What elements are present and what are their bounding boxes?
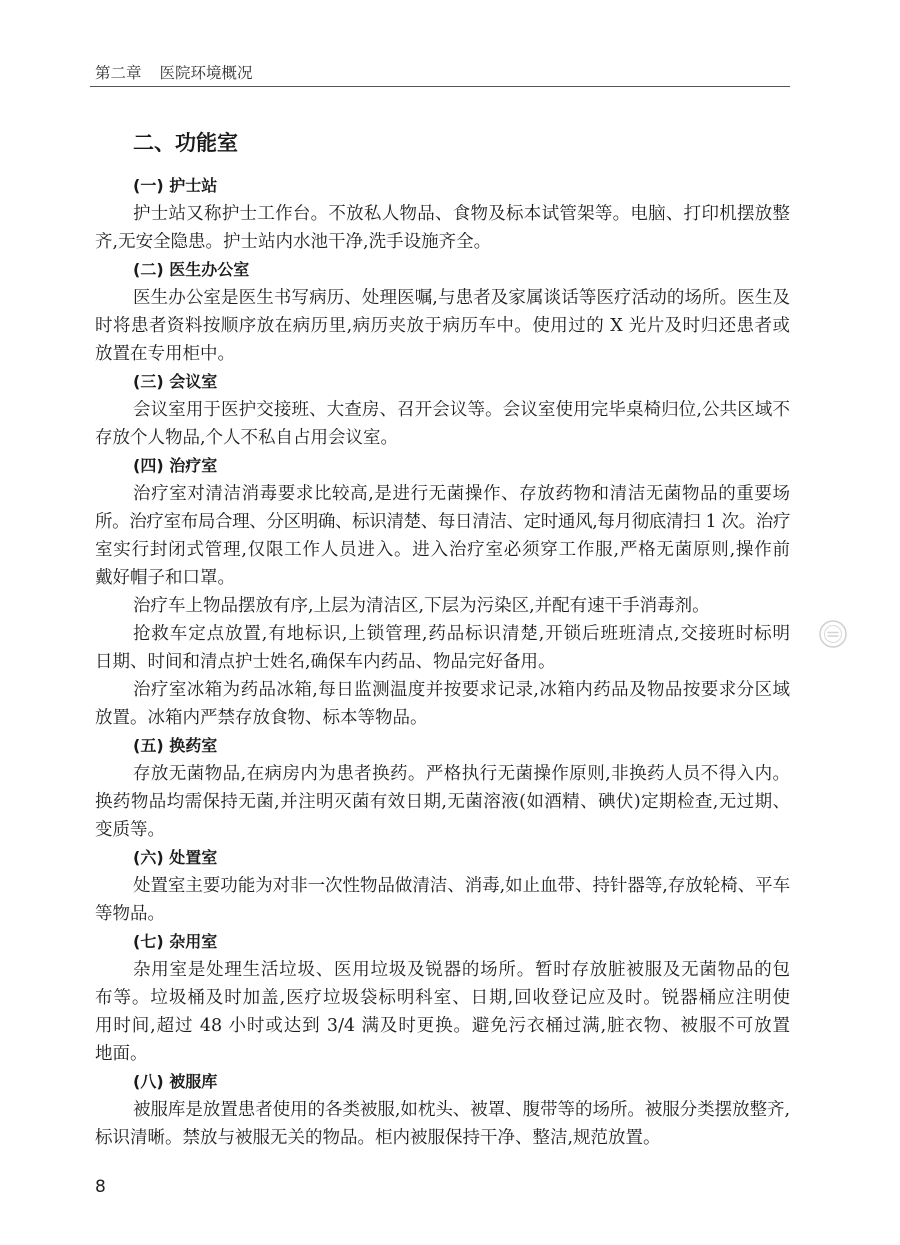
subsection-treatment-room <box>95 452 790 732</box>
subsection-heading: (八) 被服库 <box>133 1072 218 1091</box>
paragraph <box>95 676 790 732</box>
paragraph-line: 抢救车定点放置,有地标识,上锁管理,药品标识清楚,开锁后班班清点,交接班时标明 <box>133 624 790 644</box>
paragraph-line: 存放个人物品,个人不私自占用会议室。 <box>95 428 399 448</box>
paragraph-line: 换药物品均需保持无菌,并注明灭菌有效日期,无菌溶液(如酒精、碘伏)定期检查,无过期、 <box>95 792 790 812</box>
paragraph <box>95 872 790 928</box>
subsection-doctor-office <box>95 256 790 368</box>
paragraph-line: 变质等。 <box>95 820 165 840</box>
subsection-heading: (七) 杂用室 <box>133 932 218 951</box>
paragraph-line: 存放无菌物品,在病房内为患者换药。严格执行无菌操作原则,非换药人员不得入内。 <box>133 764 790 784</box>
chapter-label: 第二章 <box>95 64 142 82</box>
subsection-disposal-room <box>95 844 790 928</box>
paragraph-line: 时将患者资料按顺序放在病历里,病历夹放于病历车中。使用过的 X 光片及时归还患者或 <box>95 316 790 336</box>
paragraph-line: 室实行封闭式管理,仅限工作人员进入。进入治疗室必须穿工作服,严格无菌原则,操作前 <box>95 540 790 560</box>
subsection-utility-room <box>95 928 790 1068</box>
paragraph-line: 用时间,超过 48 小时或达到 3/4 满及时更换。避免污衣桶过满,脏衣物、被服不可放置 <box>95 1016 790 1036</box>
paragraph <box>95 396 790 452</box>
header-divider <box>90 86 790 87</box>
page-number: 8 <box>95 1177 106 1197</box>
paragraph <box>95 200 790 256</box>
paragraph-line: 放置。冰箱内严禁存放食物、标本等物品。 <box>95 708 428 728</box>
page-body <box>95 128 790 1152</box>
paragraph-line: 处置室主要功能为对非一次性物品做清洁、消毒,如止血带、持针器等,存放轮椅、平车 <box>133 876 790 896</box>
subsection-linen-room <box>95 1068 790 1152</box>
paragraph-line: 布等。垃圾桶及时加盖,医疗垃圾袋标明科室、日期,回收登记应及时。锐器桶应注明使 <box>95 988 790 1008</box>
paragraph-line: 被服库是放置患者使用的各类被服,如枕头、被罩、腹带等的场所。被服分类摆放整齐, <box>133 1100 790 1120</box>
paragraph-line: 标识清晰。禁放与被服无关的物品。柜内被服保持干净、整洁,规范放置。 <box>95 1128 661 1148</box>
subsection-meeting-room <box>95 368 790 452</box>
paragraph-line: 齐,无安全隐患。护士站内水池干净,洗手设施齐全。 <box>95 232 492 252</box>
paragraph-line: 治疗车上物品摆放有序,上层为清洁区,下层为污染区,并配有速干手消毒剂。 <box>133 596 710 616</box>
subsection-heading: (四) 治疗室 <box>133 456 218 475</box>
paragraph <box>95 620 790 676</box>
paragraph-line: 杂用室是处理生活垃圾、医用垃圾及锐器的场所。暂时存放脏被服及无菌物品的包 <box>133 960 790 980</box>
subsection-heading: (六) 处置室 <box>133 848 218 867</box>
paragraph-line: 治疗室对清洁消毒要求比较高,是进行无菌操作、存放药物和清洁无菌物品的重要场 <box>133 484 790 504</box>
section-title: 二、功能室 <box>133 131 238 155</box>
paragraph <box>95 480 790 592</box>
subsection-heading: (五) 换药室 <box>133 736 218 755</box>
paragraph-line: 戴好帽子和口罩。 <box>95 568 235 588</box>
paragraph-line: 放置在专用柜中。 <box>95 344 235 364</box>
subsection-heading: (一) 护士站 <box>133 176 218 195</box>
paragraph <box>95 284 790 368</box>
paragraph <box>95 760 790 844</box>
chapter-title: 医院环境概况 <box>159 64 253 82</box>
paragraph-line: 治疗室冰箱为药品冰箱,每日监测温度并按要求记录,冰箱内药品及物品按要求分区域 <box>133 680 790 700</box>
paragraph-line: 医生办公室是医生书写病历、处理医嘱,与患者及家属谈话等医疗活动的场所。医生及 <box>133 288 790 308</box>
paragraph-line: 护士站又称护士工作台。不放私人物品、食物及标本试管架等。电脑、打印机摆放整 <box>133 204 790 224</box>
paragraph <box>95 1096 790 1152</box>
subsection-heading: (二) 医生办公室 <box>133 260 250 279</box>
paragraph-line: 会议室用于医护交接班、大查房、召开会议等。会议室使用完毕桌椅归位,公共区域不 <box>133 400 790 420</box>
paragraph-line: 所。治疗室布局合理、分区明确、标识清楚、每日清洁、定时通风,每月彻底清扫 1 次。治疗 <box>95 512 790 532</box>
subsection-nurse-station <box>95 172 790 256</box>
subsection-heading: (三) 会议室 <box>133 372 218 391</box>
paragraph-line: 地面。 <box>95 1044 148 1064</box>
paragraph <box>95 592 790 620</box>
running-header <box>95 62 253 84</box>
paragraph <box>95 956 790 1068</box>
paragraph-line: 日期、时间和清点护士姓名,确保车内药品、物品完好备用。 <box>95 652 556 672</box>
subsection-dressing-room <box>95 732 790 844</box>
seal-stamp-icon <box>818 619 848 649</box>
paragraph-line: 等物品。 <box>95 904 165 924</box>
